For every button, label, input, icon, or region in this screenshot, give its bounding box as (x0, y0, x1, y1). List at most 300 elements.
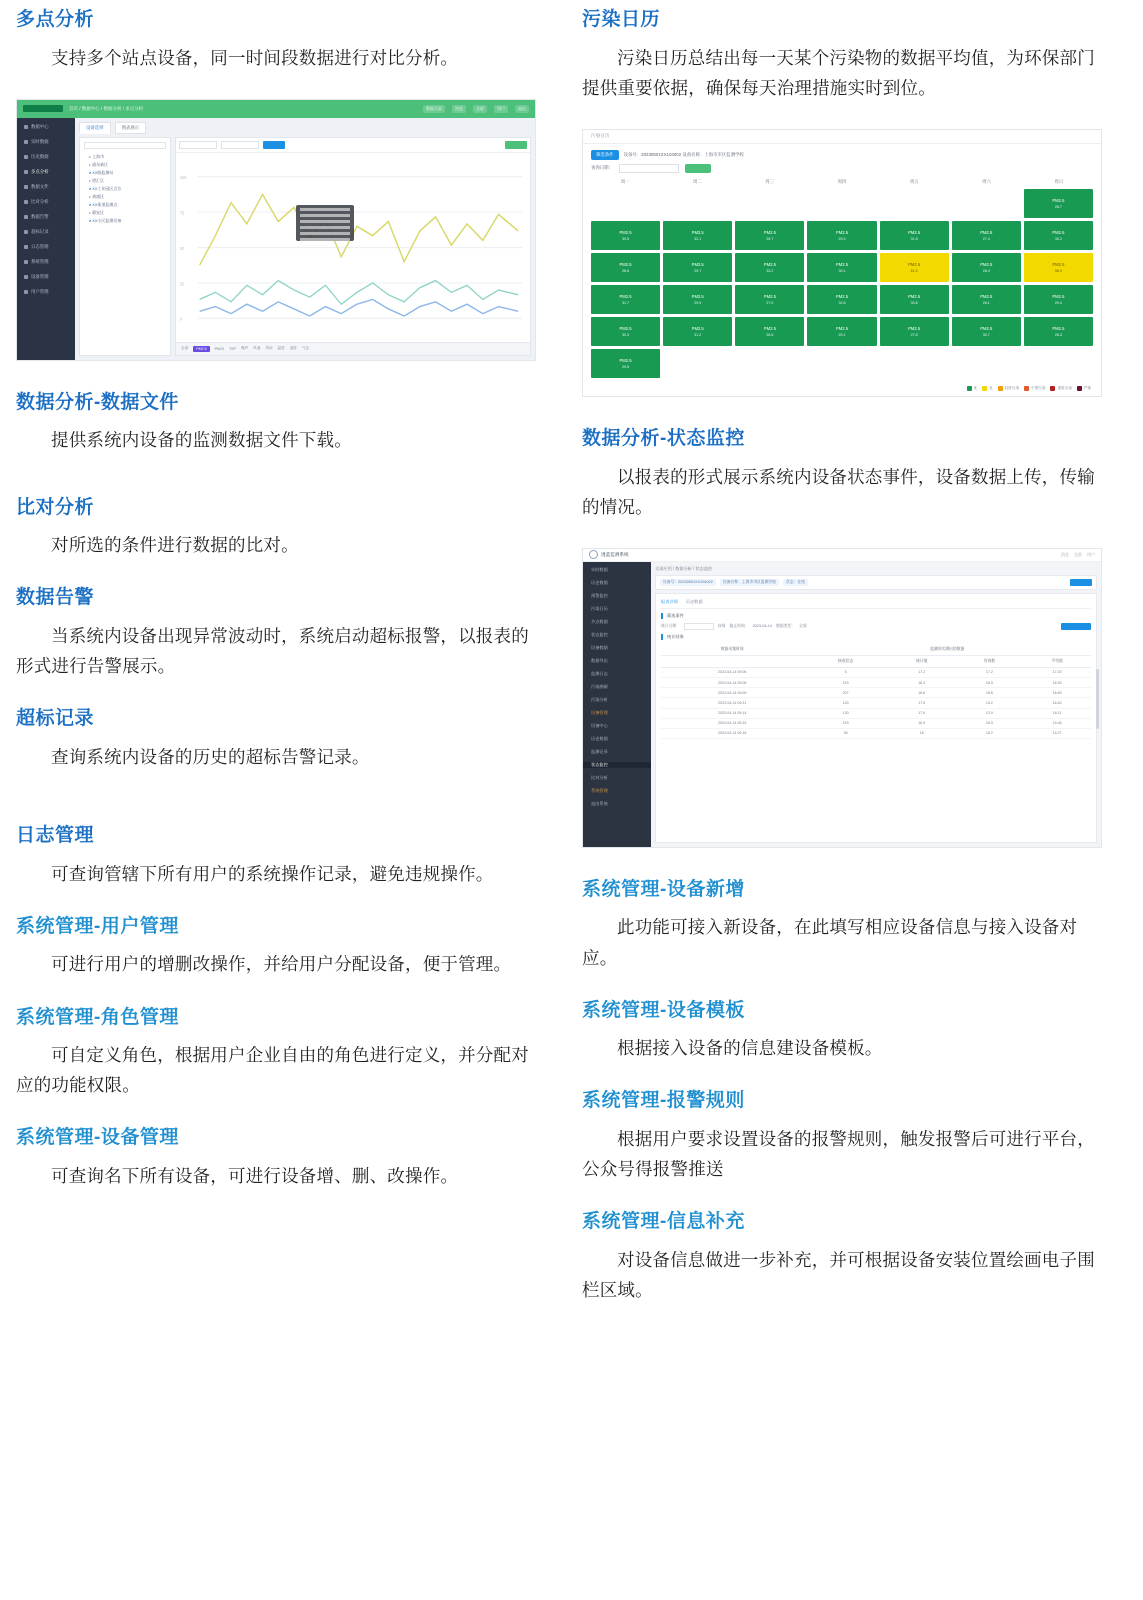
tree-leaf[interactable]: ■ XX工业园区点位 (89, 185, 166, 193)
calendar-cell-value: 58.9 (1054, 268, 1062, 273)
calendar-cell[interactable] (1024, 317, 1093, 346)
header-action[interactable]: 消息 (1061, 551, 1069, 557)
legend-item[interactable]: 气压 (301, 346, 310, 351)
legend-item: 严重 (1077, 386, 1091, 391)
calendar-cell-pollutant: PM2.5 (619, 229, 632, 235)
table-cell: 17.5 (888, 698, 956, 708)
sidebar-item-active[interactable]: 状态监控 (583, 762, 651, 768)
calendar-cell-value: 29.3 (838, 236, 846, 241)
calendar-cell-pollutant: PM2.5 (835, 293, 849, 299)
end-label: 截止时间： (729, 623, 749, 628)
calendar-cell-value: 28.8 (622, 268, 630, 273)
section-body: 以报表的形式展示系统内设备状态事件，设备数据上传，传输的情况。 (582, 466, 1095, 517)
calendar-cell-pollutant: PM2.5 (980, 325, 993, 331)
calendar-cell-pollutant: PM2.5 (908, 325, 921, 331)
sidebar-item[interactable]: 数据告警 (17, 214, 49, 220)
section-title: 系统管理-信息补充 (582, 1211, 745, 1233)
section-title: 系统管理-角色管理 (16, 1006, 179, 1028)
weekday: 周二 (693, 178, 702, 184)
type-label: 数据类型： (776, 623, 795, 628)
table-cell: 17.2 (888, 667, 956, 677)
table-cell: 16.6 (888, 688, 956, 698)
sidebar-item[interactable]: 污染溯源 (591, 683, 608, 689)
table-cell: 5 (803, 667, 887, 677)
sidebar-item[interactable]: 污染日历 (591, 605, 608, 611)
date-label: 统计日期： (661, 623, 680, 628)
tab-history-data[interactable]: 历史数据 (685, 598, 703, 604)
app-header (17, 100, 535, 118)
calendar-cell[interactable] (880, 221, 949, 250)
calendar-cell[interactable] (807, 221, 876, 250)
table-row (661, 677, 1091, 687)
section-exceed-record (16, 707, 536, 772)
section-title: 比对分析 (16, 496, 95, 518)
header-actions (1061, 552, 1095, 558)
filter-chip[interactable]: 状态：在线 (783, 579, 808, 586)
header-actions (423, 105, 529, 113)
header-chip[interactable]: 全屏 (473, 105, 487, 113)
filter-query-button[interactable] (1070, 579, 1092, 586)
table-cell: 15.2 (956, 698, 1024, 708)
section-label-filter-event: 筛选事件 (661, 613, 1091, 619)
section-body: 根据用户要求设置设备的报警规则，触发报警后可进行平台，公众号得报警推送 (582, 1129, 1095, 1180)
tree-node[interactable]: ▸ 上海市 (89, 153, 166, 161)
legend-swatch (982, 386, 987, 391)
search-button[interactable] (685, 164, 711, 173)
query-button[interactable] (263, 141, 285, 149)
section-sys-device-management (16, 1126, 536, 1191)
sidebar-item[interactable]: 设备中心 (591, 722, 608, 728)
right-column (582, 8, 1102, 1331)
tab-report-detail[interactable]: 报表详情 (661, 598, 678, 604)
sidebar-item[interactable]: 退出系统 (591, 800, 608, 806)
section-body: 对所选的条件进行数据的比对。 (51, 535, 299, 556)
calendar-cell-value: 29.1 (838, 332, 846, 337)
table-header-row (661, 655, 1091, 667)
section-body: 根据接入设备的信息建设备模板。 (617, 1038, 883, 1059)
section-label-stat-result: 统计结果 (661, 634, 1091, 640)
calendar-cell-empty (735, 349, 804, 378)
submit-query-button[interactable] (1061, 623, 1091, 630)
sidebar-item-active[interactable]: 多点分析 (17, 169, 49, 175)
panel-title: 污染日历 (591, 133, 610, 139)
sidebar-item[interactable]: 系统管理 (591, 787, 608, 793)
query-row (583, 162, 1101, 179)
device-tree (79, 137, 171, 356)
table-row (661, 698, 1091, 708)
calendar-cell-value: 26.7 (766, 236, 774, 241)
calendar-cell-value: 29.9 (694, 300, 702, 305)
weekday: 周五 (909, 178, 919, 184)
calendar-cell-pollutant: PM2.5 (763, 293, 776, 299)
screenshot-multi-point-analysis (16, 99, 536, 361)
calendar-cell-pollutant: PM2.5 (691, 261, 704, 267)
calendar-cell-empty (807, 349, 876, 378)
section-title: 系统管理-设备管理 (16, 1127, 179, 1149)
table-cell: 17.20 (1023, 667, 1091, 677)
calendar-cell[interactable] (880, 317, 949, 346)
calendar-cell-pollutant: PM2.5 (980, 261, 993, 267)
filter-chip[interactable]: 设备号：20230501XX104002 (660, 579, 716, 586)
series-legend (176, 342, 530, 355)
calendar-cell-value: 30.3 (622, 332, 630, 337)
legend-swatch (1077, 386, 1082, 391)
sidebar-item[interactable]: 实时数据 (17, 139, 49, 145)
calendar-cell-pollutant: PM2.5 (835, 229, 849, 235)
table-cell: 13.9 (956, 708, 1024, 718)
sidebar-item[interactable]: 污染分析 (591, 696, 608, 702)
legend-item[interactable]: 风速 (253, 346, 261, 351)
section-title: 数据分析-状态监控 (582, 427, 745, 449)
section-body: 可查询管辖下所有用户的系统操作记录，避免违规操作。 (51, 863, 494, 884)
table-cell: 215 (803, 718, 887, 728)
table-cell: 2023-04-14 09:11 (661, 698, 803, 708)
svg-text:25: 25 (179, 280, 185, 287)
calendar-cell-value: 31.7 (622, 300, 630, 305)
calendar-cell[interactable] (952, 285, 1021, 314)
calendar-cell-value: 31.2 (694, 332, 702, 337)
calendar-cell[interactable] (952, 221, 1021, 250)
section-sys-role-management (16, 1006, 536, 1101)
calendar-cell-value: 28.6 (766, 332, 774, 337)
filter-chip[interactable]: 设备名称：上海市市区监测学校 (720, 579, 779, 586)
legend-item[interactable]: 温度 (277, 346, 285, 351)
calendar-cell-pollutant: PM2.5 (908, 293, 921, 299)
sidebar-item[interactable]: 历史数据 (591, 735, 608, 741)
sidebar-item[interactable]: 监测日志 (591, 670, 608, 676)
sidebar-nav (583, 562, 651, 847)
tree-node[interactable]: ▸ 黄浦区 (89, 193, 166, 201)
section-data-analysis-data-file (16, 391, 536, 456)
app-header (583, 549, 1101, 562)
table-cell: 2023-04-14 09:08 (661, 677, 803, 687)
table-cell: 130 (803, 708, 887, 718)
chart-toolbar (176, 138, 530, 153)
section-body: 可查询名下所有设备，可进行设备增、删、改操作。 (51, 1166, 459, 1187)
svg-text:75: 75 (179, 209, 185, 216)
legend-item[interactable]: PM10 (214, 346, 224, 351)
calendar-cell[interactable] (591, 349, 660, 378)
calendar-cell[interactable] (880, 285, 949, 314)
mode-tab-day[interactable] (684, 623, 714, 630)
calendar-cell[interactable] (1024, 285, 1093, 314)
header-action[interactable]: 全屏 (1074, 551, 1082, 557)
tree-node[interactable]: ▸ 徐汇区 (89, 177, 166, 185)
table-cell: 36 (803, 728, 887, 738)
col-valid-count: 有效数 (956, 655, 1024, 667)
sidebar-item[interactable]: 状态监控 (591, 631, 608, 637)
section-log-management (16, 824, 536, 889)
legend-swatch (998, 386, 1003, 391)
panel-header (583, 130, 1101, 144)
calendar-cell-value: 61.5 (910, 268, 918, 273)
calendar-cell[interactable] (663, 221, 732, 250)
legend-item[interactable]: 噪声 (240, 346, 249, 351)
calendar-cell-pollutant: PM2.5 (980, 229, 993, 235)
legend-item[interactable]: 湿度 (289, 346, 297, 351)
sidebar-item[interactable]: 系统管理 (17, 259, 49, 265)
table-cell: 16.60 (1023, 688, 1091, 698)
calendar-cell[interactable] (952, 317, 1021, 346)
calendar-cell-pollutant: PM2.5 (619, 325, 632, 331)
sidebar-item[interactable]: 实时数据 (591, 566, 608, 572)
legend-swatch (967, 386, 972, 391)
sidebar-item[interactable]: 比对分析 (17, 199, 49, 205)
calendar-cell[interactable] (663, 317, 732, 346)
calendar-cell-empty (591, 189, 660, 218)
table-cell: 18 (888, 728, 956, 738)
section-sys-info-supplement (582, 1210, 1102, 1305)
calendar-cell[interactable] (807, 317, 876, 346)
calendar-cell-value: 28.4 (982, 268, 990, 273)
export-button[interactable] (505, 141, 527, 149)
calendar-legend (583, 382, 1101, 396)
tree-leaf[interactable]: ■ XX街道监测点 (89, 201, 166, 209)
legend-item-selected[interactable]: PM2.5 (193, 346, 209, 352)
svg-text:100: 100 (179, 174, 187, 180)
tree-node[interactable]: ▸ 浦东新区 (89, 161, 166, 169)
calendar-cell-pollutant: PM2.5 (763, 325, 776, 331)
tree-node[interactable]: ▸ 静安区 (89, 209, 166, 217)
calendar-cell-pollutant: PM2.5 (1052, 325, 1065, 331)
table-cell: 2023-04-14 09:15 (661, 718, 803, 728)
table-cell: 2023-04-14 09:14 (661, 708, 803, 718)
calendar-cell[interactable] (735, 317, 804, 346)
tree-search-input[interactable] (84, 142, 166, 149)
calendar-cell-value: 30.8 (910, 300, 918, 305)
sidebar-item[interactable]: 多点数据 (591, 618, 608, 624)
filter-bar (655, 575, 1097, 590)
section-title: 超标记录 (16, 708, 95, 730)
section-title: 系统管理-设备新增 (582, 878, 745, 900)
table-cell: 207 (803, 688, 887, 698)
calendar-cell-empty (663, 189, 732, 218)
calendar-cell[interactable] (591, 285, 660, 314)
result-table (661, 644, 1091, 739)
end-date-input[interactable] (221, 141, 259, 149)
calendar-cell[interactable] (735, 285, 804, 314)
calendar-cell[interactable] (1024, 253, 1093, 282)
tab-bar (661, 599, 1091, 609)
weekday: 周三 (765, 178, 775, 184)
table-group-header-row (661, 644, 1091, 656)
type-value: 全部 (798, 623, 807, 628)
line-chart (176, 153, 530, 342)
weekday: 周一 (620, 178, 630, 184)
table-cell: 16.62 (1023, 698, 1091, 708)
left-column (16, 8, 536, 1331)
calendar-cell[interactable] (735, 221, 804, 250)
legend-item[interactable]: 全部 (181, 346, 189, 351)
table-row (661, 708, 1091, 718)
calendar-cell[interactable] (591, 253, 660, 282)
header-chip[interactable]: 数据大屏 (423, 105, 445, 113)
scrollbar[interactable] (1096, 669, 1099, 729)
sidebar-item[interactable]: 数据导出 (591, 657, 608, 663)
calendar-cell-empty (952, 189, 1021, 218)
sidebar-item[interactable]: 设备数据 (591, 644, 608, 650)
breadcrumb: 首页 / 数据中心 / 数据分析 / 多点分析 (69, 105, 144, 111)
legend-item: 中度污染 (1024, 386, 1045, 391)
table-cell: 16.9 (888, 718, 956, 728)
sidebar-nav (17, 118, 75, 360)
sidebar-item[interactable]: 日志管理 (17, 244, 49, 250)
calendar-cell[interactable] (591, 317, 660, 346)
calendar-cell-value: 30.5 (622, 236, 630, 241)
sidebar-item[interactable]: 历史数据 (591, 579, 608, 585)
section-comparison-analysis (16, 496, 536, 561)
calendar-cell-pollutant: PM2.5 (1052, 293, 1065, 299)
calendar-cell[interactable] (807, 285, 876, 314)
calendar-cell-empty (1024, 349, 1093, 378)
table-cell: 16.9 (956, 718, 1024, 728)
calendar-cell-value: 27.5 (766, 300, 774, 305)
calendar-cell-pollutant: PM2.5 (619, 261, 632, 267)
calendar-cell-value: 28.1 (982, 300, 990, 305)
legend-item: 良 (982, 386, 993, 391)
section-sys-device-template (582, 999, 1102, 1064)
sidebar-item[interactable]: 监测记录 (591, 748, 608, 754)
section-body: 污染日历总结出每一天某个污染物的数据平均值，为环保部门提供重要依据，确保每天治理措施实时到位。 (582, 47, 1095, 98)
table-cell: 18.30 (1023, 677, 1091, 687)
calendar-cell[interactable] (663, 253, 732, 282)
table-cell: 2023-04-14 09:09 (661, 688, 803, 698)
calendar-cell[interactable] (952, 253, 1021, 282)
section-body: 当系统内设备出现异常波动时，系统启动超标报警，以报表的形式进行告警展示。 (16, 626, 529, 677)
header-chip[interactable]: 消息 (452, 105, 466, 113)
svg-text:50: 50 (179, 245, 185, 251)
table-cell: 15.46 (1023, 718, 1091, 728)
calendar-cell-pollutant: PM2.5 (691, 325, 704, 331)
table-cell: 2023-04-14 09:06 (661, 667, 803, 677)
weekday: 周六 (982, 178, 991, 184)
header-chip[interactable]: 退出 (515, 105, 529, 113)
calendar-cell-pollutant: PM2.5 (980, 293, 993, 299)
weekday-header (583, 179, 1101, 189)
calendar-cell[interactable] (663, 285, 732, 314)
legend-item: 轻度污染 (998, 386, 1019, 391)
col-group: 监测项实测出的数据 (803, 644, 1091, 656)
filter-form (661, 623, 1091, 630)
mode-tab-week[interactable]: 按周 (717, 623, 726, 628)
sidebar-item[interactable]: 设备管理 (591, 709, 608, 715)
sidebar-item[interactable]: 比对分析 (591, 774, 608, 780)
section-title: 系统管理-报警规则 (582, 1090, 745, 1112)
table-cell: 15.27 (1023, 728, 1091, 738)
calendar-cell-value: 29.7 (694, 268, 702, 273)
calendar-cell-value: 31.8 (910, 236, 918, 241)
filter-tag[interactable]: 筛选条件 (591, 150, 619, 160)
tab-device-select[interactable]: 设备选择 (79, 122, 111, 134)
sidebar-item[interactable]: 设备管理 (17, 274, 49, 280)
date-input[interactable] (619, 164, 679, 173)
sidebar-item[interactable]: 数据中心 (17, 124, 49, 130)
section-title: 日志管理 (16, 825, 95, 846)
date-label: 查询日期： (591, 165, 613, 171)
section-body: 可自定义角色，根据用户企业自由的角色进行定义，并分配对应的功能权限。 (16, 1045, 529, 1096)
calendar-cell-empty (735, 189, 804, 218)
table-cell: 215 (803, 677, 887, 687)
calendar-cell-empty (952, 349, 1021, 378)
table-cell: 17.2 (956, 667, 1024, 677)
section-title: 系统管理-设备模板 (582, 999, 745, 1021)
table-cell: 143 (803, 698, 887, 708)
calendar-cell-pollutant: PM2.5 (835, 325, 849, 331)
table-cell: 18.5 (956, 677, 1024, 687)
table-row (661, 728, 1091, 738)
calendar-cell-value: 27.4 (982, 236, 990, 241)
calendar-cell-value: 27.8 (910, 332, 918, 337)
calendar-cell-empty (807, 189, 876, 218)
chart-panel (175, 137, 531, 356)
calendar-cell-pollutant: PM2.5 (908, 229, 921, 235)
section-body: 对设备信息做进一步补充，并可根据设备安装位置绘画电子围栏区域。 (582, 1249, 1095, 1301)
section-body: 此功能可接入新设备，在此填写相应设备信息与接入设备对应。 (582, 917, 1078, 968)
sidebar-item[interactable]: 历史数据 (17, 154, 49, 160)
app-logo-label: 透蓝监测系统 (589, 550, 629, 559)
col-average: 平均值 (1023, 655, 1091, 667)
section-body: 可进行用户的增删改操作，并给用户分配设备，便于管理。 (51, 954, 512, 975)
calendar-cell-value: 30.7 (982, 332, 990, 337)
calendar-cell-value: 30.2 (1054, 236, 1062, 241)
col-data-time: 数据采集时间 (661, 644, 803, 656)
sidebar-item[interactable]: 超标记录 (17, 229, 49, 235)
section-title: 系统管理-用户管理 (16, 915, 179, 937)
calendar-cell[interactable] (591, 221, 660, 250)
sidebar-item[interactable]: 用户管理 (17, 289, 49, 295)
calendar-cell-empty (880, 349, 949, 378)
start-date-input[interactable] (179, 141, 217, 149)
sidebar-item[interactable]: 预警监控 (591, 592, 608, 598)
section-title: 污染日历 (582, 9, 661, 30)
sidebar-item[interactable]: 数据文件 (17, 184, 49, 190)
calendar-cell[interactable] (1024, 189, 1093, 218)
legend-item: 优 (967, 386, 978, 391)
section-sys-user-management (16, 915, 536, 980)
tree-leaf[interactable]: ■ XX路监测站 (89, 169, 166, 177)
table-cell: 16.11 (1023, 708, 1091, 718)
calendar-cell[interactable] (807, 253, 876, 282)
tab-chart-view[interactable]: 图表展示 (115, 122, 147, 134)
legend-item[interactable]: TSP (228, 346, 236, 351)
calendar-grid (583, 189, 1101, 382)
calendar-cell-value: 28.7 (1054, 204, 1062, 209)
section-multi-point-analysis (16, 8, 536, 73)
table-row (661, 688, 1091, 698)
legend-item[interactable]: 风向 (265, 346, 273, 351)
section-body: 提供系统内设备的监测数据文件下载。 (51, 430, 352, 451)
calendar-cell-pollutant: PM2.5 (763, 261, 776, 267)
calendar-cell-pollutant: PM2.5 (691, 293, 704, 299)
tree-leaf[interactable]: ■ XX小区监测设备 (89, 217, 166, 225)
calendar-cell[interactable] (1024, 221, 1093, 250)
calendar-cell-value: 32.6 (838, 300, 846, 305)
col-stat-value: 统计值 (888, 655, 956, 667)
calendar-cell[interactable] (880, 253, 949, 282)
calendar-cell-pollutant: PM2.5 (763, 229, 776, 235)
calendar-cell-value: 32.1 (694, 236, 702, 241)
calendar-cell-pollutant: PM2.5 (835, 261, 849, 267)
header-chip[interactable]: 用户 (494, 105, 508, 113)
calendar-cell-pollutant: PM2.5 (619, 293, 632, 299)
table-row (661, 667, 1091, 677)
calendar-cell[interactable] (735, 253, 804, 282)
header-action[interactable]: 用户 (1087, 551, 1095, 557)
calendar-cell-value: 30.1 (838, 268, 846, 273)
legend-swatch (1024, 386, 1029, 391)
weekday: 周四 (837, 178, 847, 184)
section-pollution-calendar (582, 8, 1102, 103)
